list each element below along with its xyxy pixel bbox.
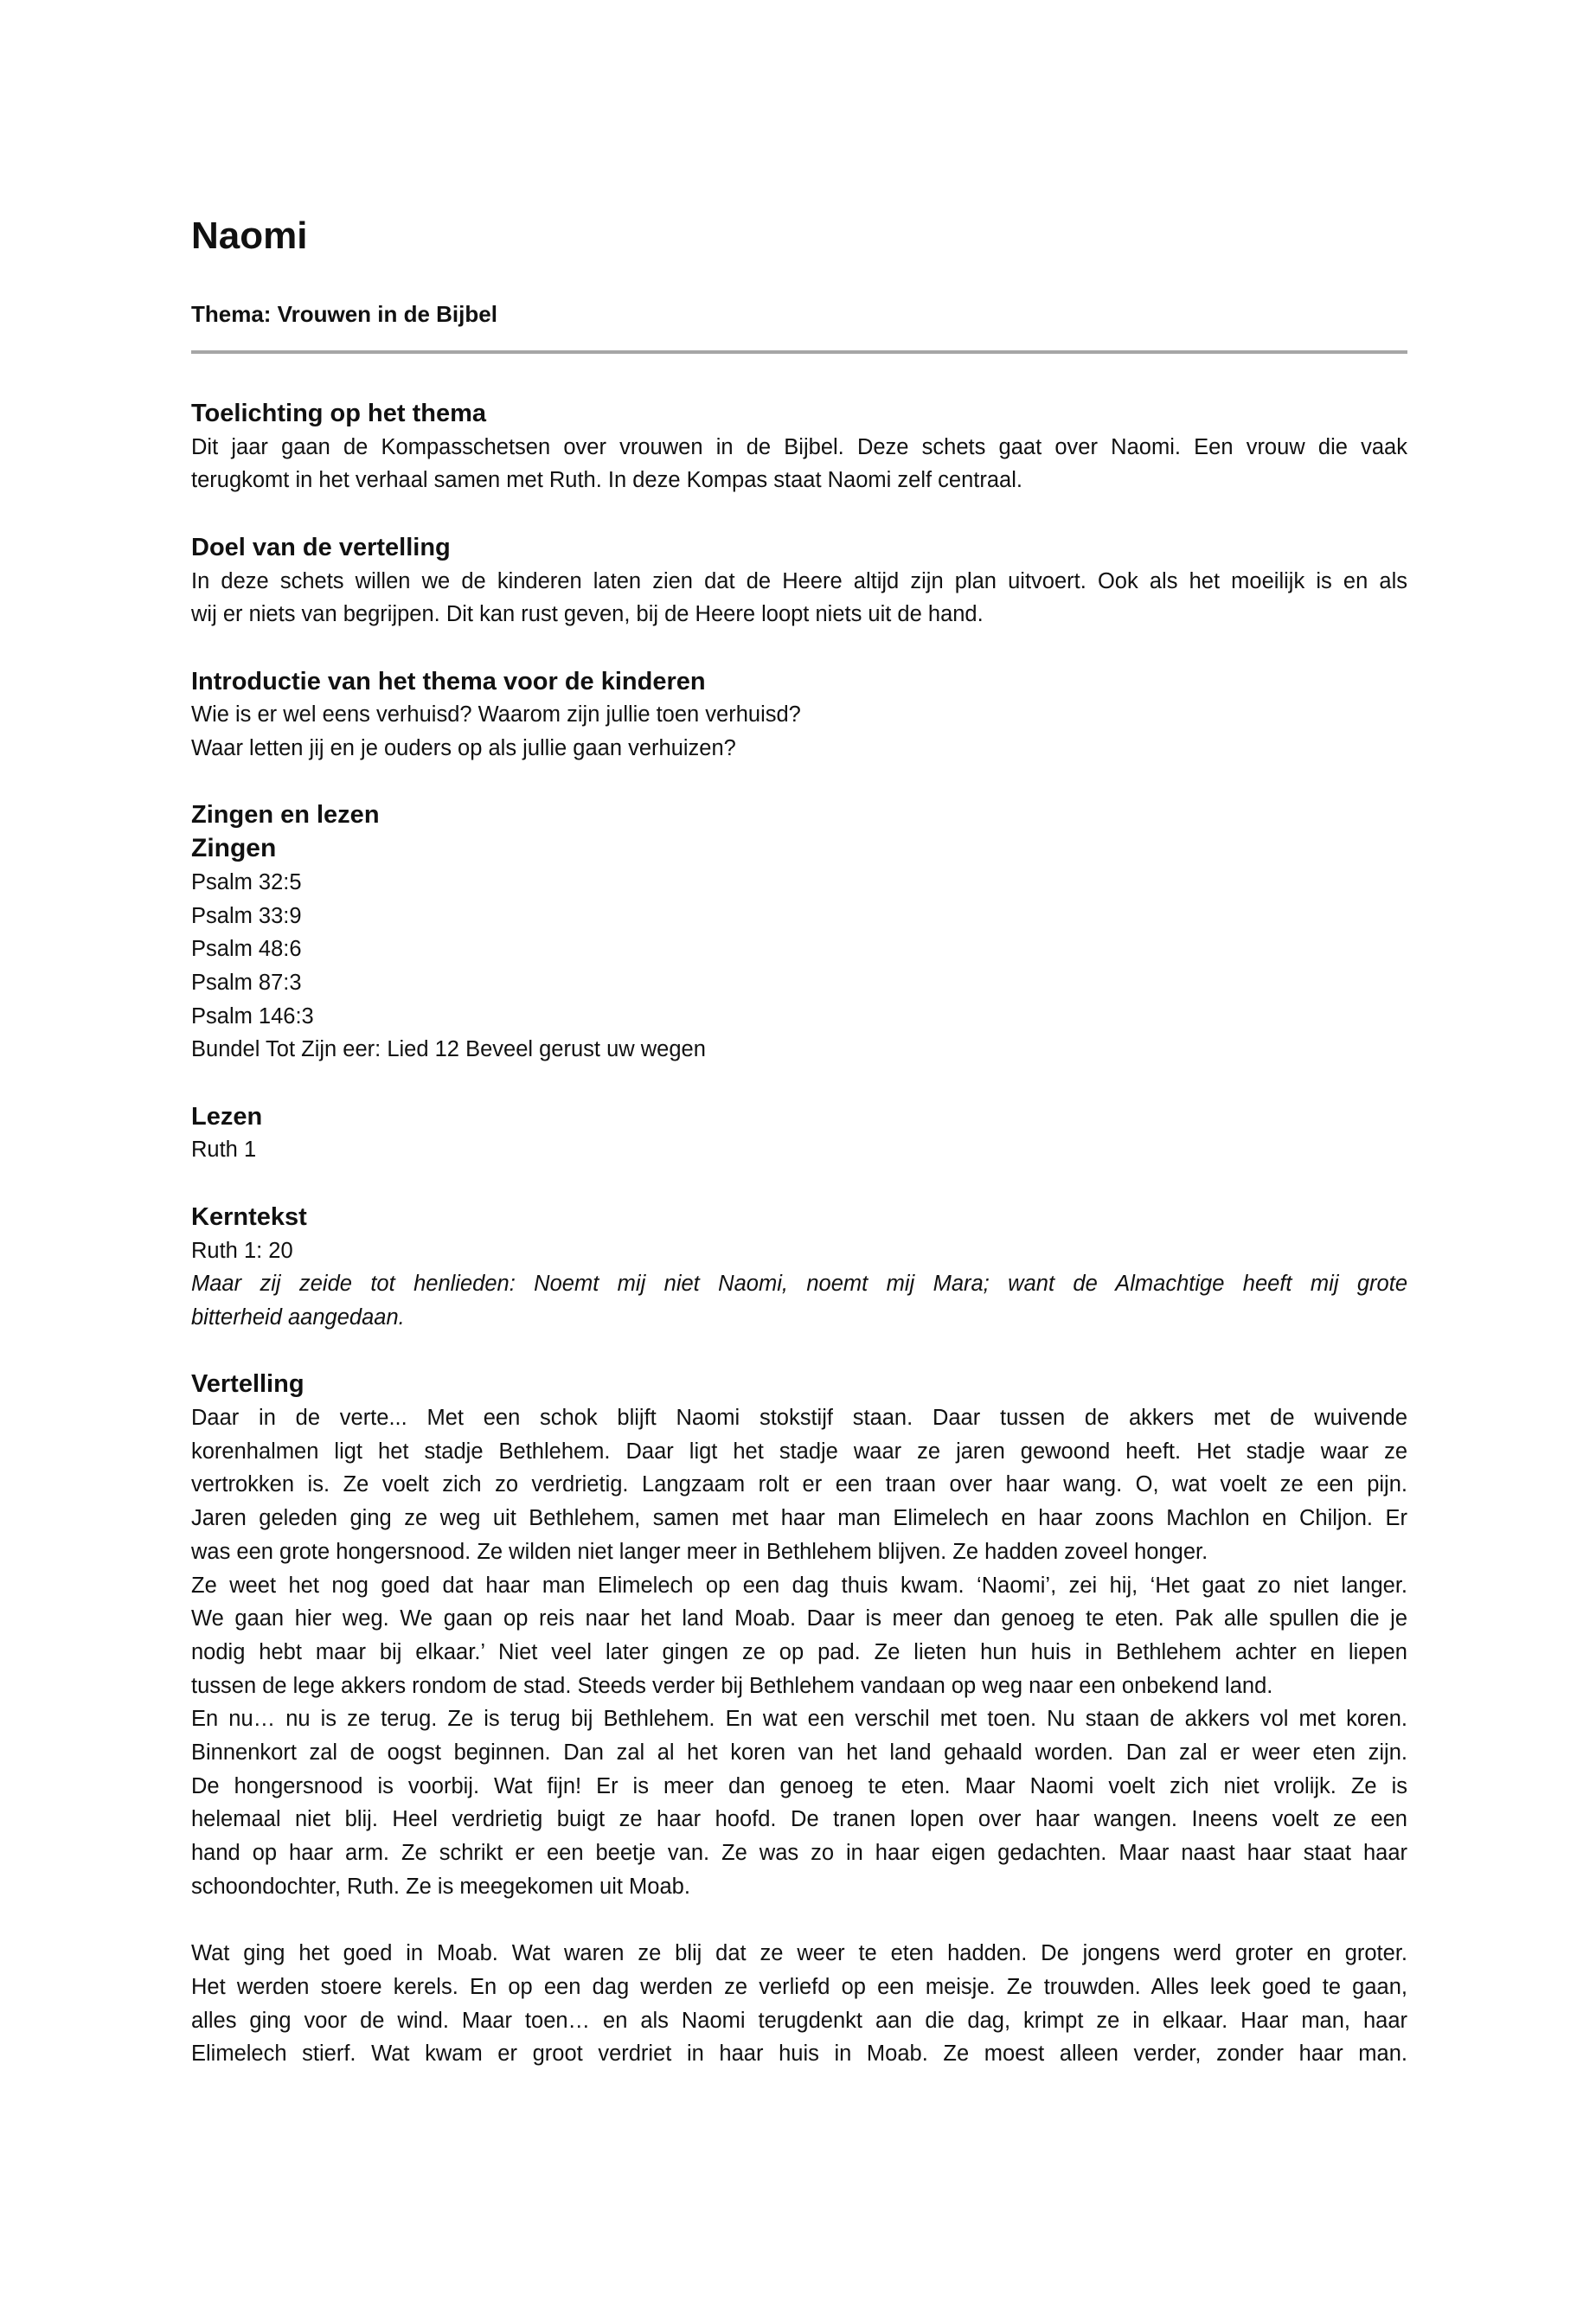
divider [191, 350, 1407, 354]
verse-text: Maar zij zeide tot henlieden: Noemt mij niet Naomi, noemt mij Mara; want de Almachtige heeft mij grote [191, 1272, 1407, 1297]
text-line: alles ging voor de wind. Maar toen… en als Naomi terugdenkt aan die dag, krimpt ze in elkaar. Haar man, haar [191, 2008, 1407, 2033]
section-heading: Zingen en lezen [191, 801, 380, 830]
song-item: Psalm 33:9 [191, 903, 302, 928]
section-kerntekst [191, 1201, 1407, 1335]
verse-reference: Ruth 1: 20 [191, 1238, 293, 1263]
text-line: Binnenkort zal de oogst beginnen. Dan zal al het koren van het land gehaald worden. Dan zal er weer eten zijn. [191, 1740, 1407, 1766]
text-line: We gaan hier weg. We gaan op reis naar het land Moab. Daar is meer dan genoeg te eten. Pak alle spullen die je [191, 1606, 1407, 1631]
text-line: En nu… nu is ze terug. Ze is terug bij Bethlehem. En wat een verschil met toen. Nu staan de akkers vol met koren. [191, 1707, 1407, 1732]
song-item: Psalm 32:5 [191, 869, 302, 894]
section-toelichting [191, 397, 1407, 497]
reading-reference: Ruth 1 [191, 1138, 257, 1163]
section-heading: Toelichting op het thema [191, 400, 487, 427]
text-line: In deze schets willen we de kinderen laten zien dat de Heere altijd zijn plan uitvoert. Ook als het moeilijk is en als [191, 568, 1407, 593]
section-heading: Vertelling [191, 1370, 304, 1399]
section-heading: Kerntekst [191, 1202, 307, 1231]
section-introductie [191, 665, 1407, 766]
text-line: Wat ging het goed in Moab. Wat waren ze blij dat ze weer te eten hadden. De jongens werd groter en groter. [191, 1941, 1407, 1966]
section-heading: Lezen [191, 1102, 263, 1131]
section-heading: Doel van de vertelling [191, 533, 451, 561]
text-line: helemaal niet blij. Heel verdrietig buigt ze haar hoofd. De tranen lopen over haar wangen. Ineens voelt ze een [191, 1807, 1407, 1832]
text-line: korenhalmen ligt het stadje Bethlehem. Daar ligt het stadje waar ze jaren gewoond heeft. Het stadje waar ze [191, 1439, 1407, 1464]
text-line: was een grote hongersnood. Ze wilden niet langer meer in Bethlehem blijven. Ze hadden zoveel honger. [191, 1539, 1208, 1564]
story-paragraph [191, 1401, 1407, 1904]
text-line: Ze weet het nog goed dat haar man Elimelech op een dag thuis kwam. ‘Naomi’, zei hij, ‘Het gaat zo niet langer. [191, 1573, 1407, 1598]
section-lezen [191, 1100, 1407, 1167]
text-line: hand op haar arm. Ze schrikt er een beetje van. Ze was zo in haar eigen gedachten. Maar naast haar staat haar [191, 1841, 1407, 1866]
theme-subtitle: Thema: Vrouwen in de Bijbel [191, 301, 497, 327]
text-line: Het werden stoere kerels. En op een dag werden ze verliefd op een meisje. Ze trouwden. Alles leek goed te gaan, [191, 1974, 1407, 1999]
song-item: Psalm 146:3 [191, 1003, 314, 1029]
text-line: Waar letten jij en je ouders op als jullie gaan verhuizen? [191, 736, 736, 760]
text-line: tussen de lege akkers rondom de stad. Steeds verder bij Bethlehem vandaan op weg naar een onbekend land. [191, 1673, 1273, 1698]
song-item: Psalm 87:3 [191, 970, 302, 995]
text-line: schoondochter, Ruth. Ze is meegekomen uit Moab. [191, 1874, 690, 1899]
text-line: terugkomt in het verhaal samen met Ruth. In deze Kompas staat Naomi zelf centraal. [191, 468, 1022, 493]
page-title: Naomi [191, 215, 308, 257]
song-item: Psalm 48:6 [191, 937, 302, 962]
verse-text: bitterheid aangedaan. [191, 1304, 405, 1330]
text-line: Daar in de verte... Met een schok blijft Naomi stokstijf staan. Daar tussen de akkers met de wuivende [191, 1406, 1407, 1430]
text-line: Elimelech stierf. Wat kwam er groot verdriet in haar huis in Moab. Ze moest alleen verder, zonder haar man. [191, 2041, 1407, 2067]
song-item: Bundel Tot Zijn eer: Lied 12 Beveel gerust uw wegen [191, 1037, 706, 1062]
section-zingen-lezen [191, 798, 1407, 1067]
section-heading: Introductie van het thema voor de kinderen [191, 667, 706, 695]
text-line: vertrokken is. Ze voelt zich zo verdrietig. Langzaam rolt er een traan over haar wang. O, wat voelt ze een pijn. [191, 1472, 1407, 1497]
section-vertelling [191, 1368, 1407, 2071]
text-line: Jaren geleden ging ze weg uit Bethlehem, samen met haar man Elimelech en haar zoons Machlon en Chiljon. Er [191, 1506, 1407, 1531]
document-body [191, 397, 1407, 2071]
section-doel [191, 531, 1407, 631]
text-line: Dit jaar gaan de Kompasschetsen over vrouwen in de Bijbel. Deze schets gaat over Naomi. Een vrouw die vaak [191, 434, 1407, 459]
text-line: wij er niets van begrijpen. Dit kan rust geven, bij de Heere loopt niets uit de hand. [191, 602, 984, 627]
subsection-heading: Zingen [191, 834, 277, 863]
text-line: Wie is er wel eens verhuisd? Waarom zijn jullie toen verhuisd? [191, 702, 801, 727]
story-paragraph [191, 1937, 1407, 2071]
text-line: De hongersnood is voorbij. Wat fijn! Er is meer dan genoeg te eten. Maar Naomi voelt zich niet vrolijk. Ze is [191, 1773, 1407, 1798]
text-line: nodig hebt maar bij elkaar.’ Niet veel later gingen ze op pad. Ze lieten hun huis in Bethlehem achter en liepen [191, 1639, 1407, 1664]
